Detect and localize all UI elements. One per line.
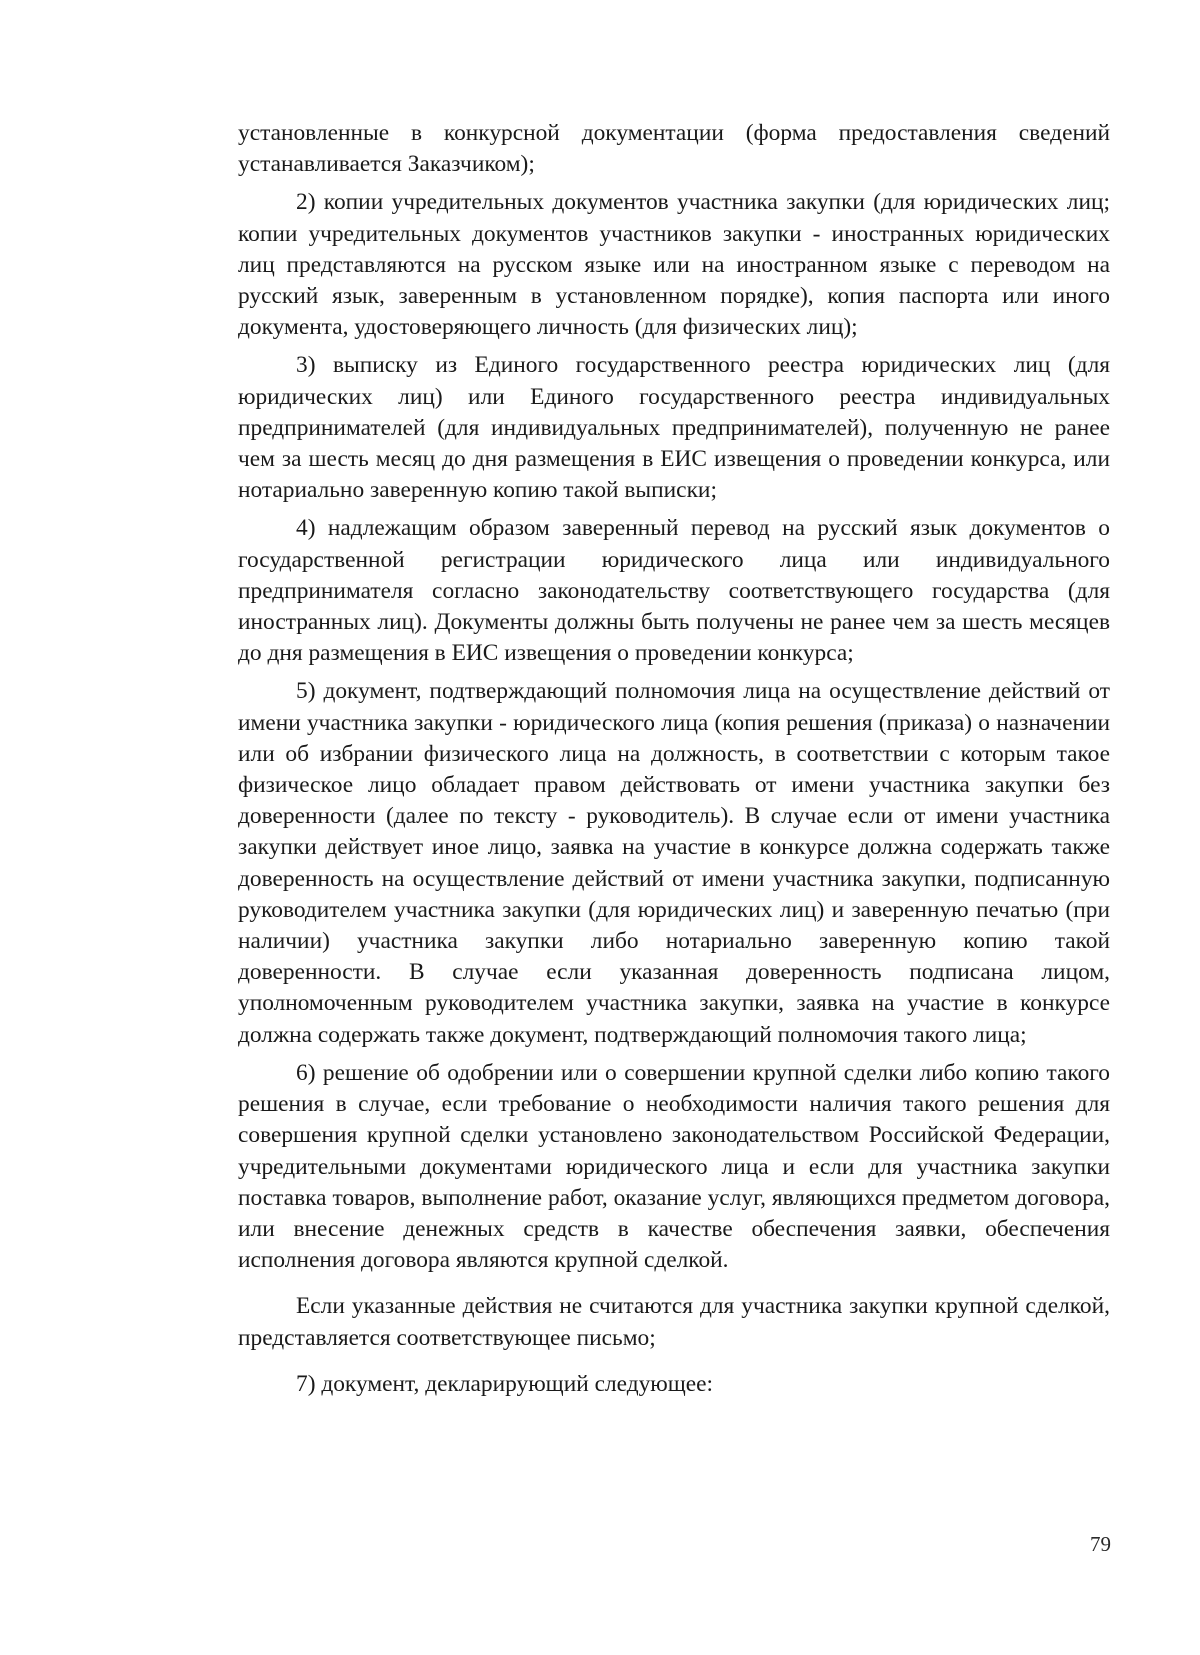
paragraph-item-3: 3) выписку из Единого государственного реестра юридических лиц (для юридических лиц) или Единого государственного реестра индивидуальных предпринимателей (для индивидуальных предпринимателей), полученную не ранее чем за шесть месяц до дня размещения в ЕИС извещения о проведении конкурса, или нотариально заверенную копию такой выписки; (238, 352, 1110, 504)
paragraph-item-2: 2) копии учредительных документов участника закупки (для юридических лиц; копии учредительных документов участников закупки - иностранных юридических лиц представляются на русском языке или на иностранном языке с переводом на русский язык, заверенным в установленном порядке), копия паспорта или иного документа, удостоверяющего личность (для физических лиц); (238, 189, 1110, 341)
document-body (238, 118, 1110, 1407)
paragraph-item-6: 6) решение об одобрении или о совершении крупной сделки либо копию такого решения в случае, если требование о необходимости наличия такого решения для совершения крупной сделки установлено законодательством Российской Федерации, учредительными документами юридического лица и если для участника закупки поставка товаров, выполнение работ, оказание услуг, являющихся предметом договора, или внесение денежных средств в качестве обеспечения заявки, обеспечения исполнения договора являются крупной сделкой. (238, 1059, 1110, 1274)
paragraph-item-5: 5) документ, подтверждающий полномочия лица на осуществление действий от имени участника закупки - юридического лица (копия решения (приказа) о назначении или об избрании физического лица на должность, в соответствии с которым такое физическое лицо обладает правом действовать от имени участника закупки без доверенности (далее по тексту - руководитель). В случае если от имени участника закупки действует иное лицо, заявка на участие в конкурсе должна содержать также доверенность на осуществление действий от имени участника закупки, подписанную руководителем участника закупки (для юридических лиц) и заверенную печатью (при наличии) участника закупки либо нотариально заверенную копию такой доверенности. В случае если указанная доверенность подписана лицом, уполномоченным руководителем участника закупки, заявка на участие в конкурсе должна содержать также документ, подтверждающий полномочия такого лица; (238, 678, 1110, 1048)
paragraph-item-4: 4) надлежащим образом заверенный перевод на русский язык документов о государственной регистрации юридического лица или индивидуального предпринимателя согласно законодательству соответствующего государства (для иностранных лиц). Документы должны быть получены не ранее чем за шесть месяцев до дня размещения в ЕИС извещения о проведении конкурса; (238, 515, 1110, 667)
paragraph-item-7: 7) документ, декларирующий следующее: (296, 1370, 714, 1397)
page-number: 79 (1090, 1532, 1111, 1556)
paragraph-continuation: установленные в конкурсной документации (форма предоставления сведений устанавливается Заказчиком); (238, 120, 1110, 178)
paragraph-large-deal-note: Если указанные действия не считаются для участника закупки крупной сделкой, представляется соответствующее письмо; (238, 1293, 1110, 1351)
